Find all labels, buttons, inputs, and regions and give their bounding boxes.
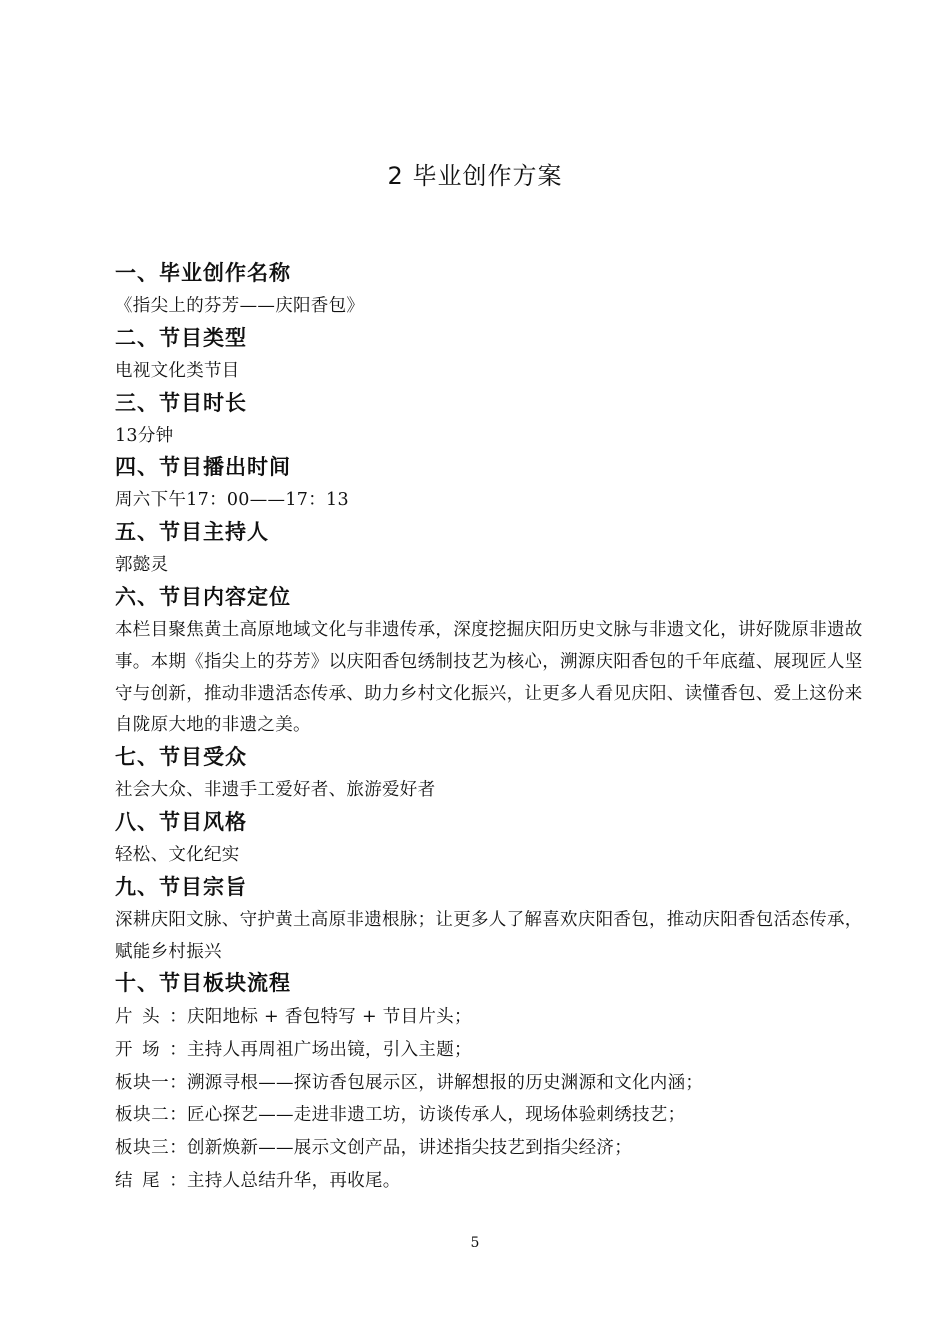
section-heading: 八、节目风格 [115,809,247,834]
flow-item [115,1099,870,1132]
section-content-positioning [115,582,870,742]
flow-item-label: 片头： [115,1007,187,1028]
section-heading: 六、节目内容定位 [115,584,291,609]
flow-item-label: 开场： [115,1040,187,1061]
section-body: 《指尖上的芬芳——庆阳香包》 [115,296,365,316]
section-heading: 五、节目主持人 [115,520,269,545]
section-program-duration [115,388,870,453]
flow-item-text: 溯源寻根——探访香包展示区，讲解想报的历史渊源和文化内涵； [187,1072,704,1093]
section-audience [115,742,870,807]
flow-item [115,1067,870,1100]
flow-item-label: 结尾： [115,1170,187,1191]
section-body: 周六下午17：00——17：13 [115,490,349,511]
flow-item-label: 板块二： [115,1105,187,1126]
section-creation-name [115,258,870,323]
section-body: 本栏目聚焦黄土高原地域文化与非遗传承，深度挖掘庆阳历史文脉与非遗文化，讲好陇原非遗故事。本期《指尖上的芬芳》以庆阳香包绣制技艺为核心，溯源庆阳香包的千年底蕴、展现匠人坚守与创新，推动非遗活态传承、助力乡村文化振兴，让更多人看见庆阳、读懂香包、爱上这份来自陇原大地的非遗之美。 [115,619,863,736]
section-body: 电视文化类节目 [115,360,240,381]
section-body: 郭懿灵 [115,555,169,576]
section-program-type [115,323,870,388]
section-heading: 七、节目受众 [115,745,247,770]
flow-item-text: 创新焕新——展示文创产品，讲述指尖技艺到指尖经济； [187,1138,632,1159]
section-heading: 十、节目板块流程 [115,971,291,996]
section-heading: 二、节目类型 [115,325,247,350]
page-number: 5 [470,1235,480,1251]
flow-item-text: 匠心探艺——走进非遗工坊，访谈传承人，现场体验刺绣技艺； [187,1105,686,1126]
flow-item-label: 板块三： [115,1138,187,1159]
section-body: 社会大众、非遗手工爱好者、旅游爱好者 [115,780,436,801]
section-style [115,807,870,872]
flow-item [115,1034,870,1067]
section-body: 轻松、文化纪实 [115,844,240,865]
section-body: 深耕庆阳文脉、守护黄土高原非遗根脉；让更多人了解喜欢庆阳香包，推动庆阳香包活态传承，赋能乡村振兴 [115,909,863,962]
section-heading: 一、毕业创作名称 [115,261,291,285]
section-host [115,517,870,582]
page-title: 2 毕业创作方案 [387,162,563,190]
section-heading: 四、节目播出时间 [115,455,291,480]
section-purpose [115,872,870,969]
flow-item-label: 板块一： [115,1072,187,1093]
section-body: 13分钟 [115,425,174,446]
flow-item [115,1132,870,1165]
flow-item-text: 庆阳地标 + 香包特写 + 节目片头； [187,1007,472,1028]
section-heading: 三、节目时长 [115,390,247,415]
flow-item [115,1001,870,1034]
document-content [115,258,870,1198]
section-broadcast-time [115,452,870,517]
flow-item-text: 主持人总结升华，再收尾。 [187,1170,401,1191]
flow-item [115,1165,870,1198]
flow-item-text: 主持人再周祖广场出镜，引入主题； [187,1040,472,1061]
section-heading: 九、节目宗旨 [115,874,247,899]
section-segment-flow [115,968,870,1197]
